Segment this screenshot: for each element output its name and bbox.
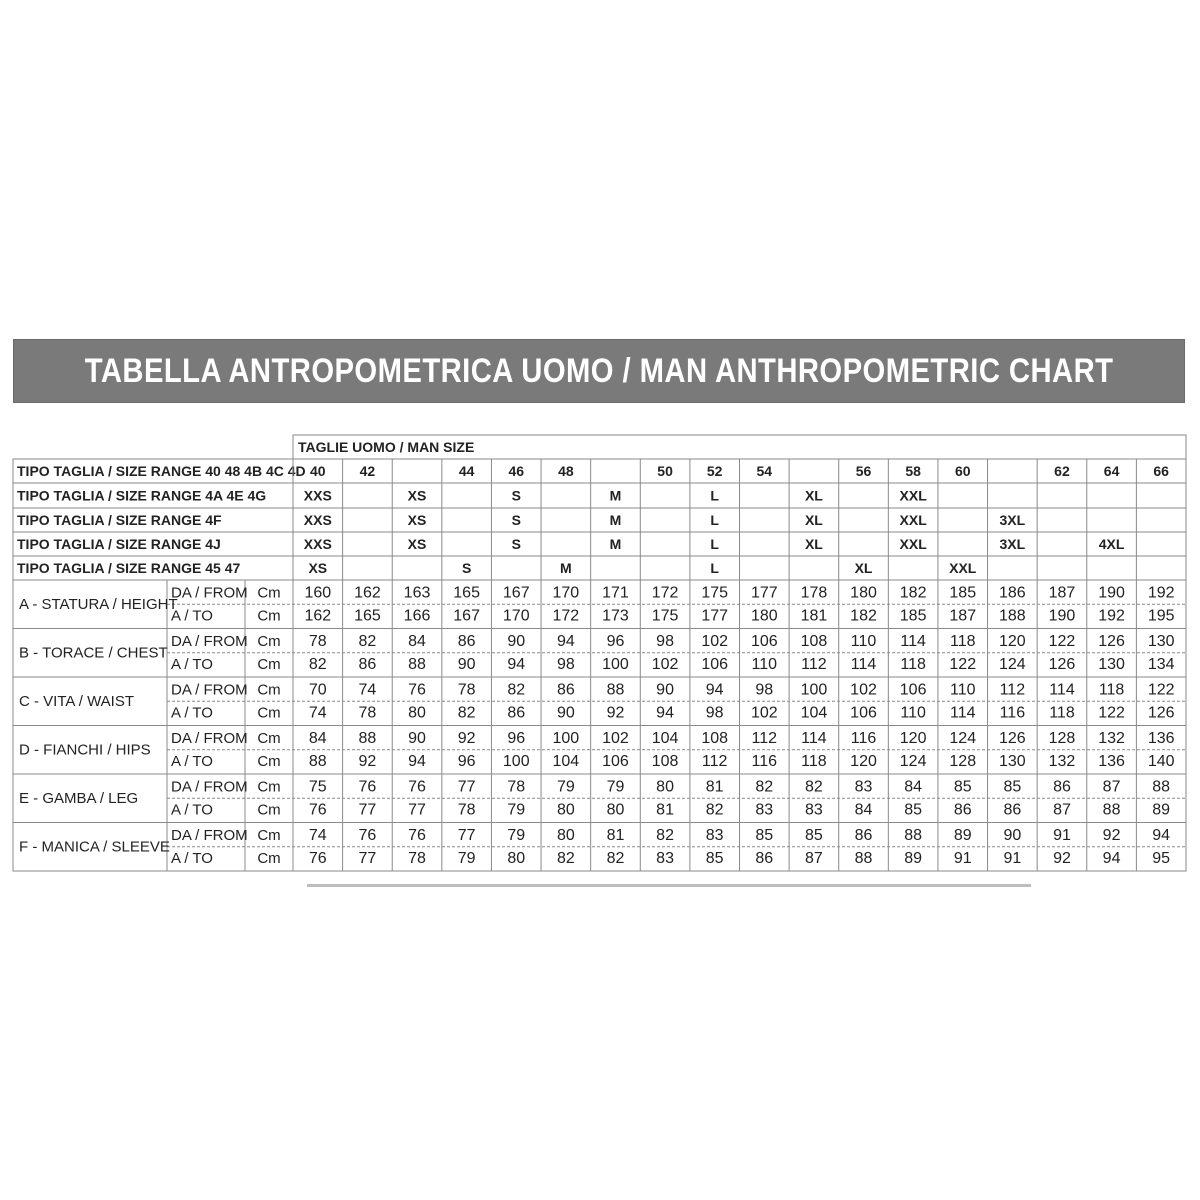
to-value: 86 <box>507 704 526 722</box>
size-value: XL <box>854 560 873 576</box>
to-value: 106 <box>602 752 629 770</box>
size-value: 44 <box>458 463 475 479</box>
from-value: 182 <box>899 584 927 602</box>
from-value: 79 <box>606 778 625 796</box>
size-value: M <box>609 512 622 528</box>
from-value: 108 <box>701 730 729 748</box>
size-value: L <box>710 512 719 528</box>
from-value: 98 <box>755 681 774 699</box>
size-value: 46 <box>508 463 525 479</box>
to-value: 167 <box>453 607 480 625</box>
from-value: 81 <box>606 827 625 845</box>
size-value: XL <box>804 512 823 528</box>
to-value: 77 <box>408 801 426 819</box>
to-value: 94 <box>656 704 674 722</box>
from-value: 85 <box>1003 778 1022 796</box>
from-value: 90 <box>656 681 674 699</box>
from-value: 84 <box>308 730 327 748</box>
from-value: 104 <box>651 730 679 748</box>
to-value: 82 <box>308 655 327 673</box>
to-value: 177 <box>701 607 729 625</box>
from-value: 118 <box>949 633 976 651</box>
from-value: 187 <box>1048 584 1076 602</box>
size-value: M <box>609 536 622 552</box>
size-value: L <box>710 487 719 504</box>
to-value: 110 <box>900 704 926 722</box>
from-value: 90 <box>507 633 526 651</box>
from-value: 76 <box>408 778 426 796</box>
to-value: 92 <box>606 704 625 722</box>
to-value: 187 <box>949 607 977 625</box>
to-value: 80 <box>606 801 625 819</box>
to-value: 126 <box>1048 655 1076 673</box>
unit-label: Cm <box>257 655 281 673</box>
unit-label: Cm <box>257 801 281 819</box>
chart-title: TABELLA ANTROPOMETRICA UOMO / MAN ANTHROPOMETRIC CHART <box>84 351 1114 390</box>
from-value: 177 <box>750 584 778 602</box>
from-value: 108 <box>800 633 828 651</box>
from-value: 124 <box>949 730 977 748</box>
from-value: 94 <box>1152 827 1171 845</box>
from-value: 82 <box>755 778 774 796</box>
from-value: 110 <box>850 633 877 651</box>
to-value: 82 <box>705 801 724 819</box>
from-label: DA / FROM <box>171 584 248 602</box>
size-value: S <box>511 512 521 528</box>
from-value: 76 <box>358 778 377 796</box>
to-value: 130 <box>1098 655 1125 673</box>
from-value: 130 <box>1147 633 1175 651</box>
size-value: 58 <box>905 463 921 479</box>
to-value: 76 <box>308 849 327 867</box>
to-value: 87 <box>1053 801 1071 819</box>
size-value: 48 <box>558 463 574 479</box>
to-value: 192 <box>1098 607 1125 625</box>
to-value: 134 <box>1147 655 1175 673</box>
size-value: 60 <box>954 463 971 479</box>
from-value: 86 <box>457 633 476 651</box>
to-label: A / TO <box>171 607 213 625</box>
size-value: S <box>461 560 472 576</box>
to-value: 86 <box>953 801 972 819</box>
from-value: 88 <box>606 681 625 699</box>
to-value: 173 <box>602 607 629 625</box>
to-value: 126 <box>1147 704 1175 722</box>
to-value: 190 <box>1048 607 1076 625</box>
from-value: 112 <box>751 730 778 748</box>
from-value: 96 <box>606 633 625 651</box>
unit-label: Cm <box>257 752 281 770</box>
to-value: 82 <box>556 849 575 867</box>
from-value: 120 <box>999 633 1026 651</box>
to-value: 122 <box>1098 704 1125 722</box>
to-value: 118 <box>801 752 827 770</box>
unit-label: Cm <box>257 681 281 699</box>
unit-label: Cm <box>257 607 281 625</box>
size-value: XXL <box>899 536 927 552</box>
from-value: 85 <box>953 778 972 796</box>
unit-label: Cm <box>257 827 281 845</box>
measurement-label: F - MANICA / SLEEVE <box>19 838 170 856</box>
size-value: 66 <box>1153 463 1169 479</box>
unit-label: Cm <box>257 730 281 748</box>
from-value: 122 <box>1048 633 1076 651</box>
from-value: 81 <box>705 778 724 796</box>
from-value: 94 <box>705 681 724 699</box>
to-value: 78 <box>457 801 476 819</box>
to-value: 86 <box>755 849 774 867</box>
size-value: XXL <box>899 487 927 504</box>
to-value: 82 <box>606 849 625 867</box>
to-value: 136 <box>1098 752 1125 770</box>
from-value: 112 <box>999 681 1026 699</box>
to-value: 78 <box>408 849 426 867</box>
to-value: 175 <box>651 607 679 625</box>
unit-label: Cm <box>257 633 281 651</box>
to-value: 91 <box>1003 849 1022 867</box>
from-value: 186 <box>999 584 1026 602</box>
measurement-label: C - VITA / WAIST <box>19 692 135 710</box>
to-value: 98 <box>705 704 724 722</box>
from-value: 85 <box>805 827 823 845</box>
from-value: 102 <box>850 681 877 699</box>
to-value: 122 <box>949 655 977 673</box>
to-value: 86 <box>1003 801 1022 819</box>
from-label: DA / FROM <box>171 778 248 796</box>
to-value: 79 <box>507 801 526 819</box>
size-value: 56 <box>855 463 872 479</box>
to-value: 88 <box>308 752 327 770</box>
from-value: 128 <box>1048 730 1076 748</box>
to-value: 106 <box>701 655 729 673</box>
from-value: 190 <box>1098 584 1125 602</box>
size-value: M <box>609 487 622 504</box>
from-value: 75 <box>308 778 327 796</box>
to-value: 90 <box>556 704 575 722</box>
size-value: XXS <box>303 487 332 504</box>
size-value: XXS <box>303 536 332 552</box>
from-value: 80 <box>556 827 575 845</box>
from-value: 79 <box>507 827 526 845</box>
from-value: 126 <box>1098 633 1125 651</box>
from-value: 79 <box>556 778 575 796</box>
size-value: XXS <box>303 512 332 528</box>
size-value: XXL <box>899 512 927 528</box>
size-value: L <box>710 536 719 552</box>
from-value: 170 <box>552 584 580 602</box>
from-value: 96 <box>507 730 526 748</box>
from-value: 89 <box>953 827 972 845</box>
unit-label: Cm <box>257 704 281 722</box>
to-value: 188 <box>999 607 1026 625</box>
size-range-label: TIPO TAGLIA / SIZE RANGE 45 47 <box>17 560 241 576</box>
from-value: 86 <box>1053 778 1071 796</box>
from-value: 74 <box>358 681 377 699</box>
to-value: 116 <box>999 704 1026 722</box>
size-value: 40 <box>310 463 326 479</box>
measurement-label: A - STATURA / HEIGHT <box>19 595 178 613</box>
from-value: 88 <box>1152 778 1171 796</box>
to-value: 83 <box>656 849 674 867</box>
from-value: 180 <box>850 584 877 602</box>
from-value: 76 <box>358 827 377 845</box>
to-value: 78 <box>358 704 377 722</box>
to-value: 79 <box>457 849 476 867</box>
to-value: 170 <box>502 607 530 625</box>
unit-label: Cm <box>257 584 281 602</box>
size-value: 62 <box>1054 463 1070 479</box>
size-value: XS <box>407 487 427 504</box>
to-value: 124 <box>899 752 927 770</box>
size-value: XS <box>407 512 427 528</box>
bottom-rule <box>307 884 1031 887</box>
from-value: 100 <box>800 681 828 699</box>
to-value: 132 <box>1048 752 1076 770</box>
to-value: 83 <box>755 801 774 819</box>
to-value: 118 <box>1049 704 1075 722</box>
from-value: 70 <box>308 681 327 699</box>
size-range-label: TIPO TAGLIA / SIZE RANGE 40 48 4B 4C 4D <box>17 463 306 479</box>
from-value: 192 <box>1147 584 1175 602</box>
from-value: 78 <box>308 633 327 651</box>
to-value: 84 <box>854 801 873 819</box>
from-value: 88 <box>904 827 923 845</box>
from-value: 86 <box>854 827 873 845</box>
from-value: 120 <box>899 730 927 748</box>
to-value: 166 <box>403 607 431 625</box>
to-value: 92 <box>1053 849 1071 867</box>
to-value: 118 <box>900 655 926 673</box>
to-label: A / TO <box>171 704 213 722</box>
from-value: 114 <box>1049 681 1075 699</box>
to-value: 74 <box>308 704 327 722</box>
to-value: 104 <box>552 752 580 770</box>
from-value: 116 <box>850 730 877 748</box>
to-value: 112 <box>801 655 827 673</box>
to-value: 116 <box>751 752 778 770</box>
unit-label: Cm <box>257 849 281 867</box>
from-value: 100 <box>552 730 580 748</box>
from-value: 82 <box>358 633 377 651</box>
to-value: 128 <box>949 752 977 770</box>
measurement-label: D - FIANCHI / HIPS <box>19 741 151 759</box>
from-value: 83 <box>854 778 873 796</box>
to-label: A / TO <box>171 801 213 819</box>
from-value: 88 <box>358 730 377 748</box>
to-value: 98 <box>556 655 575 673</box>
from-value: 102 <box>602 730 629 748</box>
size-value: XL <box>804 536 823 552</box>
to-value: 114 <box>949 704 976 722</box>
to-label: A / TO <box>171 655 213 673</box>
to-value: 180 <box>750 607 778 625</box>
to-label: A / TO <box>171 752 213 770</box>
size-value: L <box>710 560 719 576</box>
measurement-label: B - TORACE / CHEST <box>19 644 168 662</box>
to-value: 85 <box>904 801 923 819</box>
to-value: 110 <box>751 655 778 673</box>
to-value: 181 <box>800 607 828 625</box>
from-value: 175 <box>701 584 729 602</box>
from-value: 136 <box>1147 730 1175 748</box>
size-value: S <box>511 487 521 504</box>
from-value: 110 <box>949 681 976 699</box>
to-value: 88 <box>408 655 426 673</box>
to-value: 96 <box>457 752 476 770</box>
from-value: 80 <box>656 778 674 796</box>
from-value: 163 <box>403 584 431 602</box>
to-value: 195 <box>1147 607 1175 625</box>
to-value: 165 <box>354 607 381 625</box>
size-value: XL <box>804 487 823 504</box>
from-value: 160 <box>304 584 332 602</box>
to-value: 83 <box>805 801 823 819</box>
to-value: 106 <box>850 704 877 722</box>
to-value: 112 <box>701 752 728 770</box>
from-value: 85 <box>755 827 774 845</box>
size-value: M <box>560 560 572 576</box>
to-value: 182 <box>850 607 877 625</box>
to-value: 85 <box>705 849 724 867</box>
from-label: DA / FROM <box>171 730 248 748</box>
from-value: 118 <box>1098 681 1125 699</box>
to-value: 80 <box>507 849 526 867</box>
to-value: 76 <box>308 801 327 819</box>
from-value: 74 <box>308 827 327 845</box>
from-value: 76 <box>408 827 426 845</box>
size-value: 4XL <box>1098 536 1125 552</box>
to-value: 104 <box>800 704 828 722</box>
from-value: 82 <box>805 778 823 796</box>
from-value: 106 <box>899 681 927 699</box>
to-value: 94 <box>1102 849 1121 867</box>
to-value: 80 <box>556 801 575 819</box>
to-value: 162 <box>304 607 332 625</box>
to-value: 81 <box>656 801 674 819</box>
from-value: 84 <box>904 778 923 796</box>
to-value: 185 <box>899 607 927 625</box>
size-range-label: TIPO TAGLIA / SIZE RANGE 4F <box>17 512 222 528</box>
to-value: 92 <box>358 752 377 770</box>
from-value: 78 <box>457 681 476 699</box>
from-value: 76 <box>408 681 426 699</box>
from-value: 77 <box>457 778 476 796</box>
from-value: 178 <box>800 584 828 602</box>
to-value: 100 <box>502 752 530 770</box>
to-label: A / TO <box>171 849 213 867</box>
from-value: 98 <box>656 633 674 651</box>
from-value: 122 <box>1147 681 1175 699</box>
to-value: 114 <box>850 655 877 673</box>
from-value: 92 <box>1102 827 1121 845</box>
from-value: 102 <box>701 633 729 651</box>
from-value: 82 <box>656 827 674 845</box>
from-value: 91 <box>1053 827 1071 845</box>
to-value: 140 <box>1147 752 1175 770</box>
to-value: 88 <box>854 849 873 867</box>
header-label: TAGLIE UOMO / MAN SIZE <box>298 439 475 455</box>
from-value: 83 <box>705 827 724 845</box>
size-range-label: TIPO TAGLIA / SIZE RANGE 4J <box>17 536 221 552</box>
from-value: 126 <box>999 730 1026 748</box>
to-value: 130 <box>999 752 1026 770</box>
from-value: 82 <box>507 681 526 699</box>
from-value: 86 <box>556 681 575 699</box>
from-label: DA / FROM <box>171 633 248 651</box>
from-label: DA / FROM <box>171 827 248 845</box>
size-value: 3XL <box>999 512 1026 528</box>
to-value: 90 <box>457 655 476 673</box>
to-value: 94 <box>507 655 526 673</box>
size-range-label: TIPO TAGLIA / SIZE RANGE 4A 4E 4G <box>17 487 267 504</box>
from-value: 171 <box>602 584 629 602</box>
to-value: 102 <box>750 704 778 722</box>
to-value: 172 <box>552 607 580 625</box>
to-value: 89 <box>1152 801 1171 819</box>
to-value: 89 <box>904 849 923 867</box>
to-value: 91 <box>953 849 972 867</box>
size-value: XS <box>308 560 328 576</box>
to-value: 95 <box>1152 849 1171 867</box>
from-value: 165 <box>453 584 480 602</box>
to-value: 86 <box>358 655 377 673</box>
from-value: 185 <box>949 584 977 602</box>
from-value: 90 <box>408 730 426 748</box>
to-value: 100 <box>602 655 629 673</box>
measurement-label: E - GAMBA / LEG <box>19 789 139 807</box>
to-value: 88 <box>1102 801 1121 819</box>
to-value: 82 <box>457 704 476 722</box>
from-value: 162 <box>354 584 381 602</box>
from-value: 132 <box>1098 730 1125 748</box>
to-value: 77 <box>358 801 377 819</box>
size-value: 42 <box>359 463 376 479</box>
to-value: 94 <box>408 752 426 770</box>
from-value: 106 <box>750 633 778 651</box>
from-value: 94 <box>556 633 575 651</box>
to-value: 124 <box>999 655 1026 673</box>
to-value: 77 <box>358 849 377 867</box>
size-value: 52 <box>706 463 723 479</box>
to-value: 102 <box>651 655 679 673</box>
to-value: 80 <box>408 704 426 722</box>
size-value: 64 <box>1103 463 1120 479</box>
from-value: 90 <box>1003 827 1022 845</box>
from-value: 78 <box>507 778 526 796</box>
size-value: 54 <box>756 463 773 479</box>
to-value: 108 <box>651 752 679 770</box>
from-value: 167 <box>502 584 530 602</box>
from-value: 77 <box>457 827 476 845</box>
from-value: 92 <box>457 730 476 748</box>
unit-label: Cm <box>257 778 281 796</box>
from-value: 114 <box>801 730 827 748</box>
size-value: XXL <box>949 560 977 576</box>
to-value: 120 <box>850 752 877 770</box>
size-value: S <box>511 536 521 552</box>
size-value: 50 <box>657 463 673 479</box>
size-value: XS <box>407 536 427 552</box>
from-label: DA / FROM <box>171 681 248 699</box>
from-value: 172 <box>651 584 679 602</box>
from-value: 114 <box>900 633 926 651</box>
from-value: 84 <box>408 633 426 651</box>
size-value: 3XL <box>999 536 1026 552</box>
from-value: 87 <box>1102 778 1121 796</box>
to-value: 87 <box>805 849 823 867</box>
